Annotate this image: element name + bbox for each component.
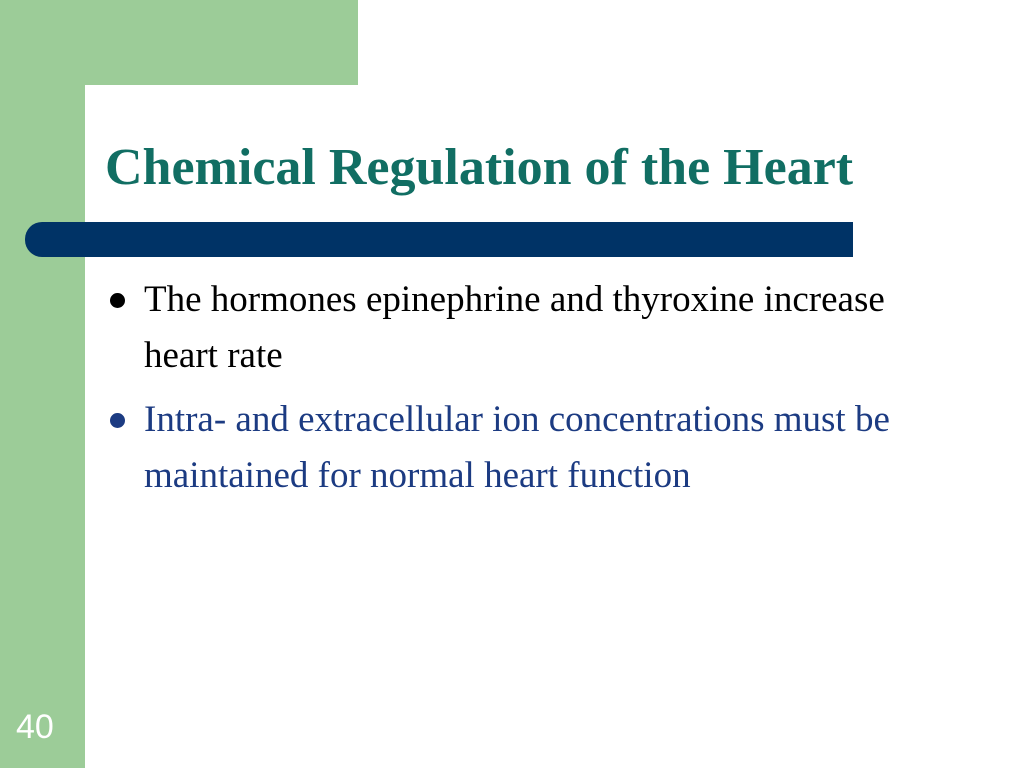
bullet-item-ion-concentrations xyxy=(108,392,928,504)
bullet-dot-icon xyxy=(110,293,125,308)
slide-page-number: 40 xyxy=(16,708,54,746)
bullet-dot-icon xyxy=(110,413,125,428)
bullet-item-hormones xyxy=(108,272,928,384)
title-underline-bar xyxy=(25,222,853,257)
bullet-text: Intra- and extracellular ion concentrations must be maintained for normal heart function xyxy=(144,399,890,496)
bullet-list xyxy=(108,272,928,512)
left-green-strip xyxy=(0,0,85,768)
bullet-text: The hormones epinephrine and thyroxine increase heart rate xyxy=(144,279,885,376)
slide-title: Chemical Regulation of the Heart xyxy=(105,139,854,196)
